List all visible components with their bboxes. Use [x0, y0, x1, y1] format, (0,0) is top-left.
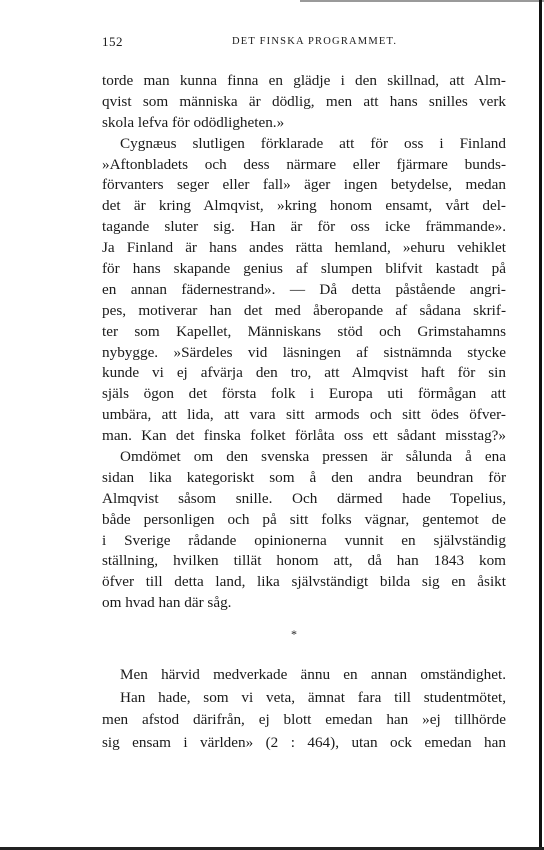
- text-line: ter som Kapellet, Människans stöd och Grimstahamns: [102, 322, 506, 340]
- text-line: sig ensam i världen» (2 : 464), utan ock emedan han: [102, 733, 506, 751]
- text-line: öfver till detta land, lika självständigt bilda sig en åsikt: [102, 573, 506, 591]
- text-line: kunde vi ej afvärja den tro, att Almqvist haft för sin: [102, 364, 506, 382]
- text-line: pes, motiverar han det med åberopande af sådana skrif-: [102, 301, 506, 319]
- text-line: tagande sluter sig. Han är för oss icke främmande».: [102, 218, 506, 236]
- page-number: 152: [102, 34, 123, 49]
- text-line: sidan lika kategoriskt som å den andra beundran för: [102, 468, 506, 486]
- text-line: Han hade, som vi veta, ämnat fara till studentmötet,: [120, 688, 506, 706]
- text-line: det är kring Almqvist, »kring honom ensamt, vårt del-: [102, 197, 506, 215]
- text-line: Men härvid medverkade ännu en annan omständighet.: [120, 666, 506, 683]
- text-line: umbära, att lida, att vara sitt armods och sitt ödes öfver-: [102, 406, 506, 424]
- body-text: [102, 71, 506, 614]
- text-line: om hvad han där såg.: [102, 594, 232, 612]
- text-line: Ja Finland är hans andes rätta hemland, »ehuru vehiklet: [102, 239, 506, 257]
- text-line: Cygnæus slutligen förklarade att för oss i Finland: [120, 134, 506, 152]
- text-line: »Aftonbladets och dess närmare eller fjärmare bunds-: [102, 155, 506, 173]
- text-line: qvist som människa är dödlig, men att hans snilles verk: [102, 92, 506, 110]
- text-line: Omdömet om den svenska pressen är sålunda å ena: [120, 448, 506, 466]
- text-line: skola lefva för odödligheten.»: [102, 113, 285, 131]
- page-right-edge: [539, 0, 542, 850]
- body-text-continued: [102, 664, 506, 754]
- text-line: torde man kunna finna en glädje i den skillnad, att Alm-: [102, 72, 506, 89]
- text-line: men afstod därifrån, ej blott emedan han »ej tillhörde: [102, 711, 506, 728]
- text-line: för hans skapande genius af slumpen blifvit kastadt på: [102, 260, 506, 278]
- text-line: i Sverige rådande opinionerna vunnit en självständig: [102, 531, 506, 549]
- text-line: själs ögon det första folk i Europa uti förmågan att: [102, 385, 506, 403]
- text-line: förvanters seger eller fall» äger ingen betydelse, medan: [102, 176, 506, 194]
- section-separator: *: [291, 627, 297, 641]
- text-line: ställning, hvilken tillät honom att, då han 1843 kom: [102, 552, 506, 570]
- page-header: [102, 34, 502, 52]
- running-head: DET FINSKA PROGRAMMET.: [232, 36, 398, 47]
- page-top-edge: [300, 0, 544, 2]
- text-line: både personligen och på sitt folks vägnar, gentemot de: [102, 510, 506, 528]
- text-line: Almqvist såsom snille. Och därmed hade Topelius,: [102, 489, 506, 507]
- text-line: man. Kan det finska folket förlåta oss ett sådant misstag?»: [102, 427, 506, 445]
- text-line: en annan fädernestrand». — Då detta påstående angri-: [102, 280, 506, 298]
- text-line: nybygge. »Särdeles vid läsningen af sistnämnda stycke: [102, 343, 506, 361]
